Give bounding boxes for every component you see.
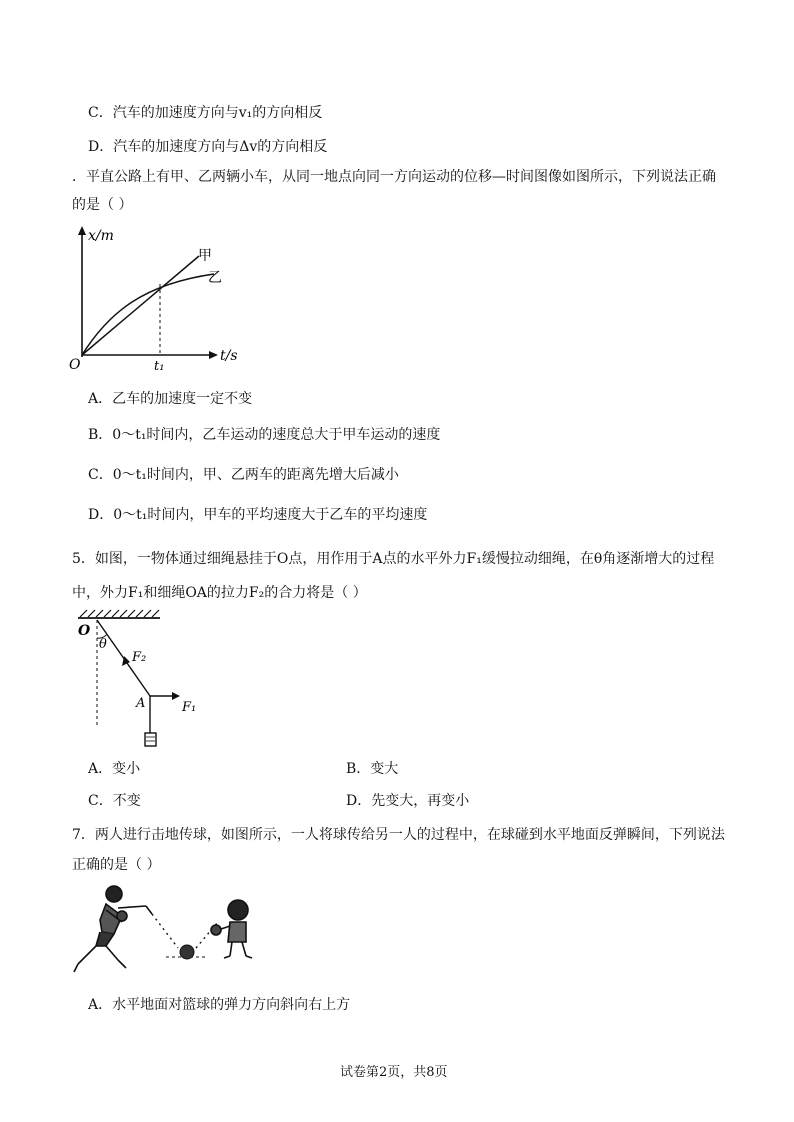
- q4-option-b: B．0～t₁时间内，乙车运动的速度总大于甲车运动的速度: [88, 427, 441, 443]
- q5-label-f1: F₁: [182, 700, 197, 715]
- q5-option-b: B．变大: [346, 761, 399, 777]
- q5-label-theta: θ: [99, 637, 107, 652]
- q4-y-arrow: [78, 226, 86, 235]
- q4-stem-line2: 的是（ ）: [72, 197, 133, 213]
- q5-option-a: A．变小: [88, 761, 141, 777]
- q6-option-a: A．水平地面对篮球的弹力方向斜向右上方: [88, 997, 351, 1013]
- q4-curve-yi-label: 乙: [208, 270, 222, 286]
- q4-line-jia-label: 甲: [198, 248, 212, 264]
- q4-origin-label: O: [69, 357, 81, 372]
- q6-stem-line2: 正确的是（ ）: [72, 857, 161, 873]
- q5-f1-arrow: [172, 692, 180, 700]
- q6-stem-line1: 7．两人进行击地传球，如图所示，一人将球传给另一人的过程中，在球碰到水平地面反弹瞬间，下列说法: [72, 827, 725, 843]
- q4-y-axis-label: x/m: [88, 228, 114, 244]
- q5-ceiling-hatch: [80, 610, 159, 617]
- q4-option-a: A．乙车的加速度一定不变: [88, 391, 253, 407]
- q5-block: [145, 733, 156, 746]
- q5-label-f2: F₂: [132, 650, 147, 665]
- receiver-figure: [211, 900, 252, 958]
- ball-path-down: [152, 914, 178, 948]
- prev-option-d: D．汽车的加速度方向与Δv的方向相反: [88, 139, 328, 155]
- q4-curve-yi: [82, 274, 214, 355]
- q4-x-axis-label: t/s: [220, 348, 238, 364]
- q5-label-a: A: [136, 696, 146, 711]
- q5-force-diagram: [70, 608, 210, 758]
- q5-option-c: C．不变: [88, 793, 141, 809]
- q5-option-d: D．先变大，再变小: [346, 793, 470, 809]
- q4-option-d: D．0～t₁时间内，甲车的平均速度大于乙车的平均速度: [88, 507, 428, 523]
- passer-figure: [74, 886, 152, 972]
- prev-option-c: C．汽车的加速度方向与v₁的方向相反: [88, 105, 323, 121]
- q5-stem-line1: 5．如图，一物体通过细绳悬挂于O点，用作用于A点的水平外力F₁缓慢拉动细绳，在θ角逐渐增大的过程: [72, 551, 715, 567]
- q5-stem-line2: 中，外力F₁和细绳OA的拉力F₂的合力将是（ ）: [72, 585, 367, 601]
- q4-option-c: C．0～t₁时间内，甲、乙两车的距离先增大后减小: [88, 467, 399, 483]
- q4-xt-graph: [64, 222, 254, 372]
- q6-bounce-pass-illustration: [66, 880, 266, 980]
- q5-label-o: O: [78, 623, 91, 639]
- page-footer: 试卷第2页，共8页: [340, 1065, 448, 1080]
- basketball: [180, 945, 194, 959]
- q4-x-arrow: [209, 351, 218, 359]
- q4-t1-label: t₁: [154, 359, 165, 372]
- q4-stem-line1: ．平直公路上有甲、乙两辆小车，从同一地点向同一方向运动的位移—时间图像如图所示，下列说法正确: [72, 169, 716, 185]
- q4-line-jia: [82, 256, 199, 355]
